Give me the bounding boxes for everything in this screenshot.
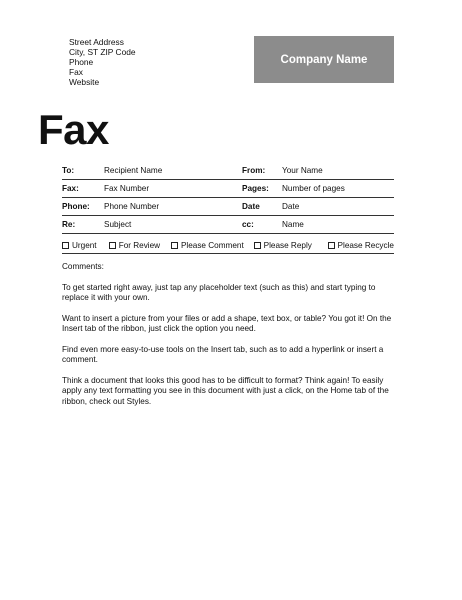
checkbox-square-icon[interactable] xyxy=(62,242,69,249)
date-value[interactable]: Date xyxy=(282,202,300,211)
re-value[interactable]: Subject xyxy=(104,220,132,229)
fields-row-re-cc xyxy=(62,216,394,234)
checkbox-square-icon[interactable] xyxy=(254,242,261,249)
checkbox-label: Please Recycle xyxy=(337,240,394,250)
cc-value[interactable]: Name xyxy=(282,220,304,229)
from-label: From: xyxy=(242,166,266,175)
checkbox-please-comment[interactable] xyxy=(171,241,254,250)
pages-label: Pages: xyxy=(242,184,269,193)
sender-website[interactable]: Website xyxy=(69,77,100,87)
city-state-zip[interactable]: City, ST ZIP Code xyxy=(69,47,136,57)
comment-paragraph[interactable]: Think a document that looks this good has to be difficult to format? Think again! To easily apply any text formatting you see in this document with just a click, on the Home tab of the ribbon, check out Styles. xyxy=(62,376,389,406)
comments-section xyxy=(62,262,396,417)
fax-label: Fax: xyxy=(62,184,79,193)
checkbox-urgent[interactable] xyxy=(62,241,109,250)
fax-value[interactable]: Fax Number xyxy=(104,184,150,193)
checkbox-label: For Review xyxy=(118,240,161,250)
company-name-box xyxy=(254,36,394,83)
checkbox-square-icon[interactable] xyxy=(328,242,335,249)
checkbox-row xyxy=(62,237,394,254)
checkbox-label: Please Reply xyxy=(263,240,312,250)
checkbox-for-review[interactable] xyxy=(109,241,171,250)
cc-label: cc: xyxy=(242,220,254,229)
fields-row-fax-pages xyxy=(62,180,394,198)
fields-row-phone-date xyxy=(62,198,394,216)
checkbox-square-icon[interactable] xyxy=(109,242,116,249)
sender-address xyxy=(69,37,136,87)
comment-paragraph[interactable]: Find even more easy-to-use tools on the Insert tab, such as to add a hyperlink or insert a comment. xyxy=(62,344,384,365)
checkbox-please-recycle[interactable] xyxy=(328,241,394,250)
fields-row-to-from xyxy=(62,162,394,180)
sender-phone[interactable]: Phone xyxy=(69,57,94,67)
to-label: To: xyxy=(62,166,75,175)
checkbox-label: Urgent xyxy=(72,240,97,250)
comment-paragraph[interactable]: Want to insert a picture from your files or add a shape, text box, or table? You got it! On the Insert tab of the ribbon, just click the option you need. xyxy=(62,313,392,334)
date-label: Date xyxy=(242,202,260,211)
fax-fields-table xyxy=(62,162,394,234)
comments-label: Comments: xyxy=(62,262,104,271)
checkbox-label: Please Comment xyxy=(180,240,244,250)
from-value[interactable]: Your Name xyxy=(282,166,323,175)
pages-value[interactable]: Number of pages xyxy=(282,184,345,193)
phone-label: Phone: xyxy=(62,202,90,211)
to-value[interactable]: Recipient Name xyxy=(104,166,163,175)
comment-paragraph[interactable]: To get started right away, just tap any placeholder text (such as this) and start typing to replace it with your own. xyxy=(62,282,376,303)
re-label: Re: xyxy=(62,220,76,229)
fax-title: Fax xyxy=(38,106,109,153)
street-address[interactable]: Street Address xyxy=(69,37,124,47)
phone-value[interactable]: Phone Number xyxy=(104,202,160,211)
checkbox-please-reply[interactable] xyxy=(254,241,328,250)
company-name[interactable]: Company Name xyxy=(280,53,368,66)
sender-fax[interactable]: Fax xyxy=(69,67,83,77)
checkbox-square-icon[interactable] xyxy=(171,242,178,249)
